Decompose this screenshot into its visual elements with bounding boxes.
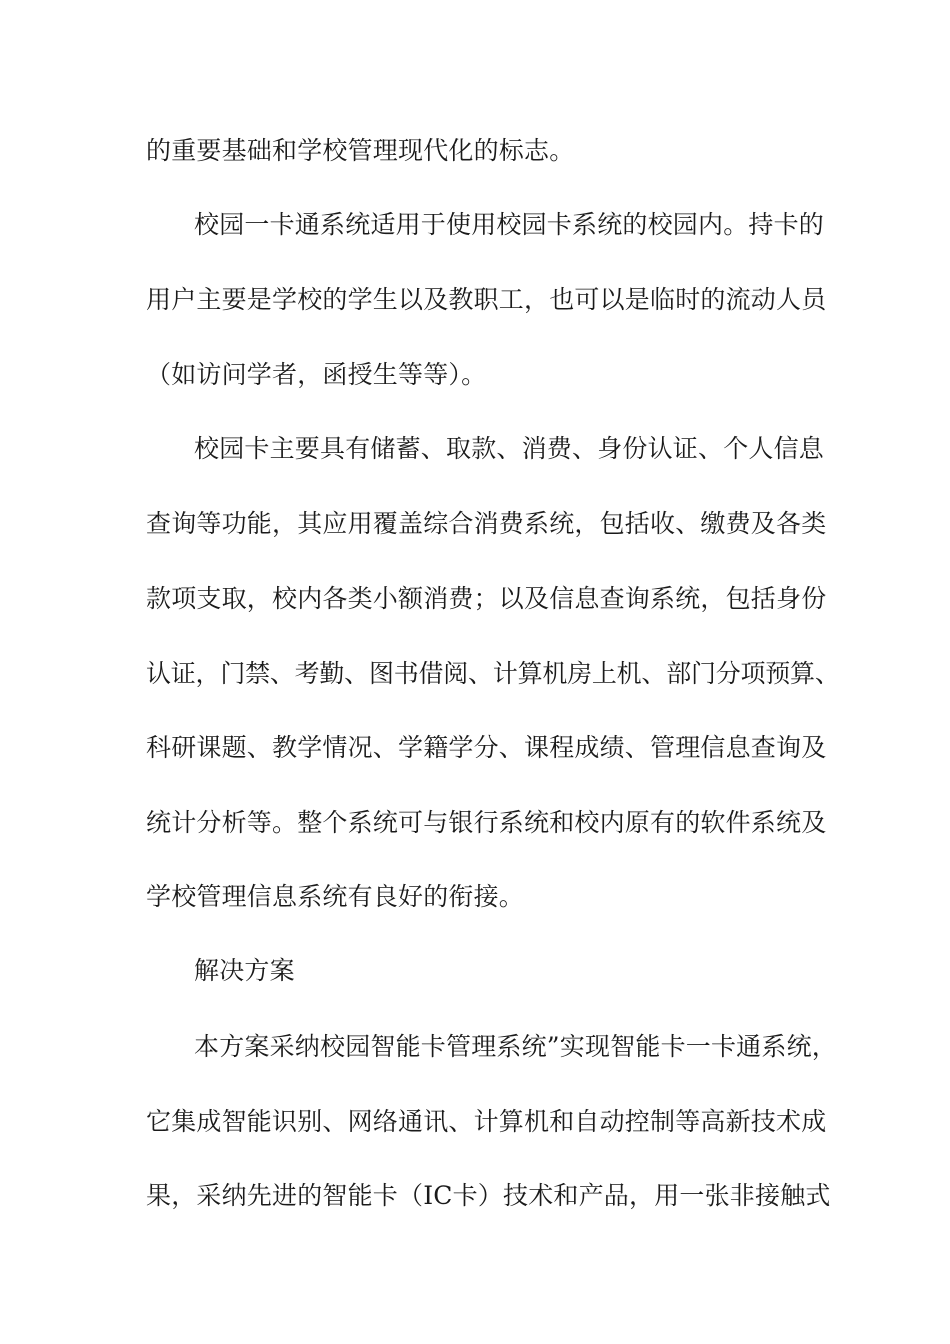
text-line: 用户主要是学校的学生以及教职工，也可以是临时的流动人员 [146,285,827,314]
text-line: 认证，门禁、考勤、图书借阅、计算机房上机、部门分项预算、 [146,659,840,688]
text-line: 的重要基础和学校管理现代化的标志。 [146,136,575,165]
section-heading: 解决方案 [194,956,295,985]
text-line: 查询等功能，其应用覆盖综合消费系统，包括收、缴费及各类 [146,509,827,538]
paragraph-start-line: 校园一卡通系统适用于使用校园卡系统的校园内。持卡的 [194,210,825,239]
text-line: 它集成智能识别、网络通讯、计算机和自动控制等高新技术成 [146,1107,827,1136]
text-line: （如访问学者，函授生等等）。 [146,360,487,389]
text-line: 统计分析等。整个系统可与银行系统和校内原有的软件系统及 [146,808,827,837]
text-line: 学校管理信息系统有良好的衔接。 [146,882,525,911]
paragraph-start-line: 本方案采纳校园智能卡管理系统”实现智能卡一卡通系统， [194,1032,837,1061]
text-line: 科研课题、教学情况、学籍学分、课程成绩、管理信息查询及 [146,733,827,762]
text-line: 果，采纳先进的智能卡（IC卡）技术和产品，用一张非接触式 [146,1181,831,1210]
paragraph-start-line: 校园卡主要具有储蓄、取款、消费、身份认证、个人信息 [194,434,825,463]
text-line: 款项支取，校内各类小额消费；以及信息查询系统，包括身份 [146,584,827,613]
